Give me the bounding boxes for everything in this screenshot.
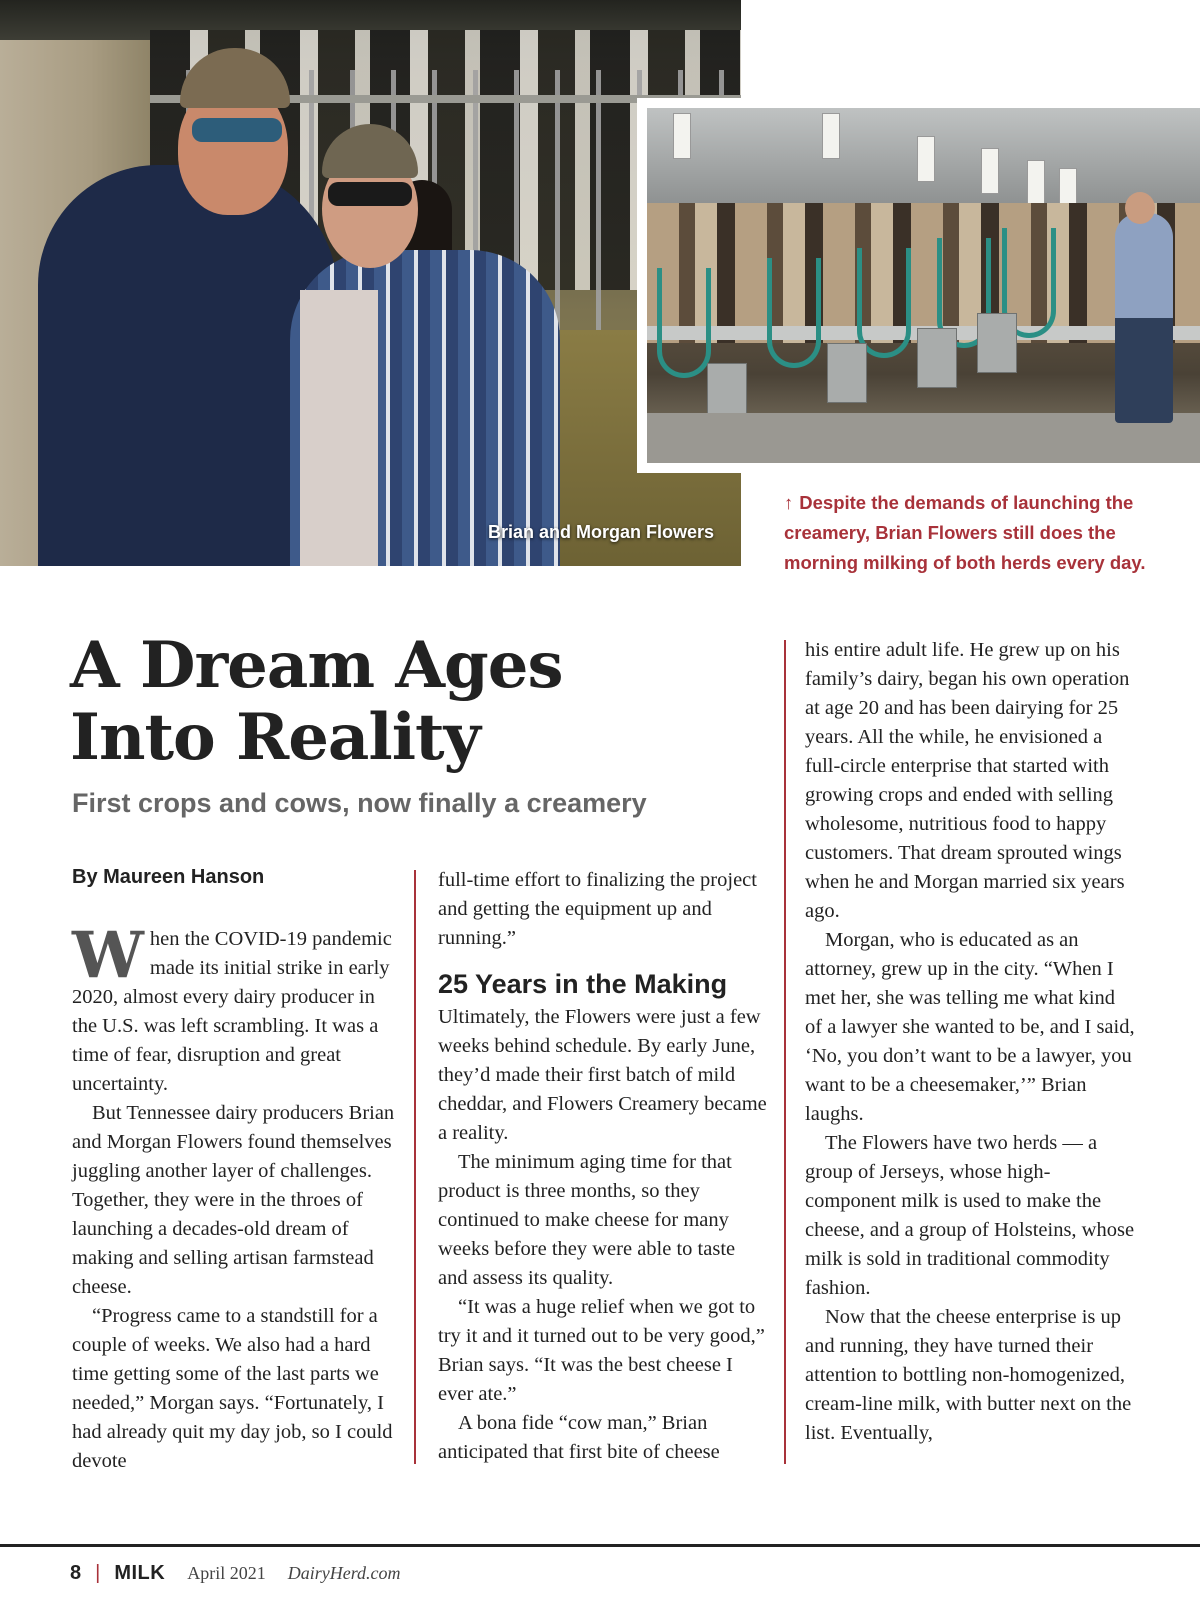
website-link[interactable]: DairyHerd.com xyxy=(287,1562,401,1583)
page-number: 8 xyxy=(70,1561,82,1584)
paragraph: full-time effort to finalizing the project and getting the equipment up and running.” xyxy=(438,869,757,949)
couple-photo xyxy=(0,0,741,566)
worker-figure xyxy=(1115,213,1173,423)
paragraph: “It was a huge relief when we got to try it and it turned out to be very good,” Brian says. “It was the best cheese I ever ate.” xyxy=(438,1296,765,1405)
milking-display xyxy=(822,113,840,159)
milking-hose xyxy=(857,248,911,358)
paragraph: The minimum aging time for that product is three months, so they continued to make cheese for many weeks before they were able to taste and assess its quality. xyxy=(438,1151,736,1289)
article-column-3 xyxy=(805,636,1135,1448)
woman-shirt xyxy=(300,290,378,566)
footer-rule xyxy=(0,1544,1200,1547)
milking-parlor-photo xyxy=(647,108,1200,463)
paragraph xyxy=(72,918,397,1099)
paragraph: Now that the cheese enterprise is up and running, they have turned their attention to bottling non-homogenized, cream-line milk, with butter next on the list. Eventually, xyxy=(805,1306,1132,1444)
paragraph: A bona fide “cow man,” Brian anticipated that first bite of cheese xyxy=(438,1412,720,1463)
article-title-line: A Dream Ages xyxy=(70,628,563,703)
milking-display xyxy=(673,113,691,159)
article-column-2 xyxy=(438,866,768,1467)
milking-hose xyxy=(767,258,821,368)
article-title-line: Into Reality xyxy=(70,700,480,775)
milk-meter xyxy=(917,328,957,388)
paragraph: Morgan, who is educated as an attorney, grew up in the city. “When I met her, she was telling me what kind of a lawyer she wanted to be, and I said, ‘No, you don’t want to be a lawyer, you want to be a cheesemaker,’” Brian laughs. xyxy=(805,929,1135,1125)
article-column-1 xyxy=(72,918,397,1476)
paragraph-text: hen the COVID-19 pandemic made its initial strike in early 2020, almost every dairy producer in the U.S. was left scrambling. It was a time of fear, disruption and great uncertainty. xyxy=(72,928,392,1095)
byline: By Maureen Hanson xyxy=(72,866,265,888)
man-sunglasses xyxy=(192,118,282,142)
column-divider xyxy=(414,870,416,1464)
section-heading: 25 Years in the Making xyxy=(438,969,728,999)
publication-logo: MILK xyxy=(114,1561,166,1584)
article-title xyxy=(70,630,710,774)
woman-sunglasses xyxy=(328,182,412,206)
photo-caption-couple: Brian and Morgan Flowers xyxy=(487,522,714,542)
article-subtitle: First crops and cows, now finally a creamery xyxy=(72,788,647,818)
milking-display xyxy=(981,148,999,194)
photo-caption-milking-text: Despite the demands of launching the creamery, Brian Flowers still does the morning milking of both herds every day. xyxy=(784,492,1146,573)
paragraph: his entire adult life. He grew up on his family’s dairy, began his own operation at age 20 and has been dairying for 25 years. All the while, he envisioned a full-circle enterprise that started with growing crops and ended with selling wholesome, nutritious food to happy customers. That dream sprouted wings when he and Morgan married six years ago. xyxy=(805,639,1130,922)
milking-hose xyxy=(657,268,711,378)
milk-meter xyxy=(977,313,1017,373)
footer-separator: | xyxy=(95,1561,101,1584)
paragraph: Ultimately, the Flowers were just a few weeks behind schedule. By early June, they’d made their first batch of mild cheddar, and Flowers Creamery became a reality. xyxy=(438,1006,767,1144)
photo-caption-milking xyxy=(784,488,1184,578)
milk-meter xyxy=(827,343,867,403)
column-divider xyxy=(784,640,786,1464)
issue-date: April 2021 xyxy=(187,1562,266,1583)
drop-cap: W xyxy=(72,918,144,993)
page-footer xyxy=(70,1558,401,1588)
milking-display xyxy=(1027,160,1045,206)
paragraph: The Flowers have two herds — a group of Jerseys, whose high-component milk is used to make the cheese, and a group of Holsteins, whose milk is sold in traditional commodity fashion. xyxy=(805,1132,1135,1299)
paragraph: But Tennessee dairy producers Brian and Morgan Flowers found themselves juggling another layer of challenges. Together, they were in the throes of launching a decades-old dream of making and selling artisan farmstead cheese. xyxy=(72,1102,395,1298)
up-arrow-icon: ↑ xyxy=(784,492,794,513)
paragraph: “Progress came to a standstill for a couple of weeks. We also had a hard time getting some of the last parts we needed,” Morgan says. “Fortunately, I had already quit my day job, so I could devote xyxy=(72,1305,393,1472)
milking-display xyxy=(917,136,935,182)
worker-head xyxy=(1125,192,1155,224)
